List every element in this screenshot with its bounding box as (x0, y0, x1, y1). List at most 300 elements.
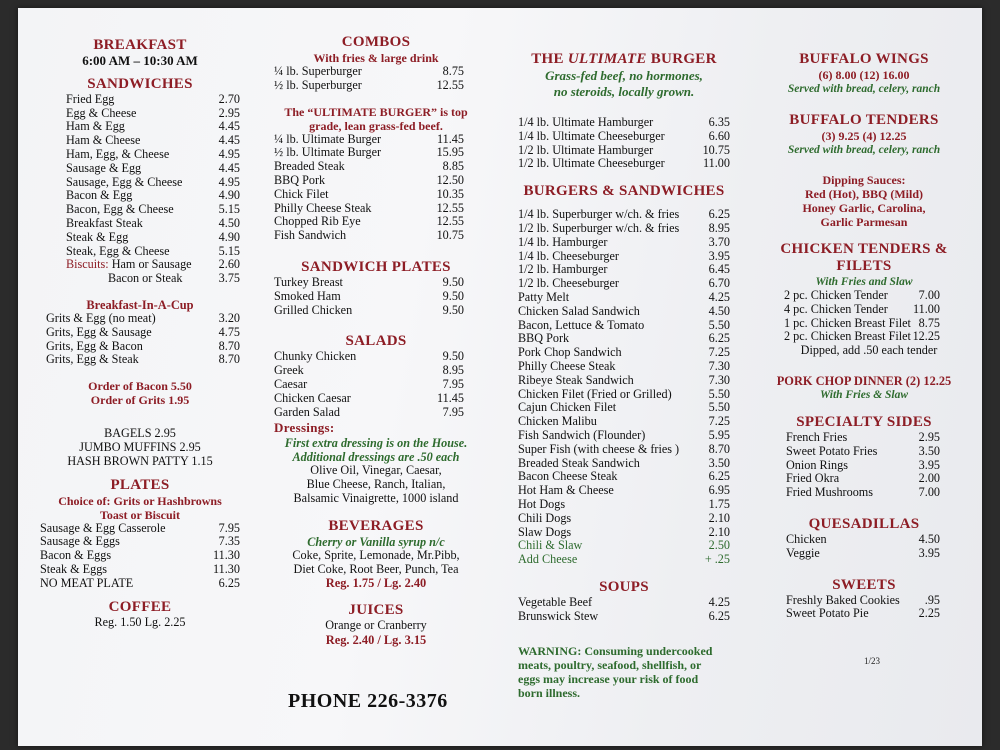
menu-item (518, 457, 730, 471)
sides-heading: SPECIALTY SIDES (796, 413, 932, 430)
breakfast-cup-heading: Breakfast-In-A-Cup (86, 297, 194, 312)
menu-item (274, 174, 464, 188)
menu-item-price: 4.45 (218, 133, 240, 148)
menu-item-price: 11.00 (913, 301, 940, 316)
menu-item-price: 7.00 (918, 288, 940, 302)
menu-item-price: 8.70 (218, 352, 240, 367)
menu-item-price: 8.70 (218, 338, 240, 353)
menu-item-price: 7.95 (442, 404, 464, 419)
plates-note: Choice of: Grits or Hashbrowns (58, 493, 222, 508)
combos-subtitle: With fries & large drink (313, 51, 439, 65)
dressings-list: Blue Cheese, Ranch, Italian, (306, 477, 446, 492)
juices-price: Reg. 2.40 / Lg. 3.15 (325, 633, 427, 648)
menu-item (274, 392, 464, 406)
menu-item (786, 445, 940, 459)
menu-item-price: 4.45 (218, 160, 240, 175)
dressings-heading: Dressings: (274, 420, 335, 436)
menu-item-name: Ribeye Steak Sandwich (518, 372, 634, 387)
menu-item (786, 533, 940, 547)
menu-item-price: 4.95 (218, 146, 240, 161)
menu-item-name: 2 pc. Chicken Tender (784, 288, 888, 302)
menu-item (518, 415, 730, 429)
menu-item (518, 346, 730, 360)
menu-item-name: 4 pc. Chicken Tender (784, 301, 888, 316)
menu-item-name: Fish Sandwich (274, 228, 347, 243)
menu-item (66, 93, 240, 107)
bagels-line: BAGELS 2.95 (104, 426, 176, 441)
column-burgers (518, 51, 730, 700)
menu-item-name: Sausage & Egg Casserole (40, 520, 166, 535)
menu-item (46, 326, 240, 340)
biscuit-price: 2.60 (218, 257, 240, 272)
food-warning: WARNING: Consuming undercooked meats, poultry, seafood, shellfish, or eggs may increase your risk of food born illness. (518, 643, 713, 700)
menu-item-price: 2.10 (708, 510, 730, 525)
menu-item-price: 4.50 (218, 215, 240, 230)
combos-heading: COMBOS (341, 34, 411, 50)
menu-item (274, 406, 464, 420)
menu-item (66, 176, 240, 190)
sweets-list (764, 594, 964, 622)
menu-item-name: Fried Mushrooms (786, 485, 874, 500)
breakfast-hours: 6:00 AM – 10:30 AM (82, 53, 198, 68)
quesadillas-list (764, 533, 964, 561)
hashbrown-line: HASH BROWN PATTY 1.15 (67, 453, 213, 468)
menu-item-name: 1/4 lb. Superburger w/ch. & fries (518, 207, 680, 222)
menu-item-name: Chili Dogs (518, 510, 572, 525)
menu-item (66, 189, 240, 203)
menu-item (274, 79, 464, 93)
menu-item-price: 7.35 (218, 534, 240, 549)
menu-item-name: Chick Filet (274, 186, 329, 201)
menu-item-name: Bacon & Eggs (40, 548, 112, 563)
menu-item (518, 498, 730, 512)
wings-prices: (6) 8.00 (12) 16.00 (818, 68, 910, 82)
menu-item-name: Garden Salad (274, 404, 340, 419)
dressings-list: Balsamic Vinaigrette, 1000 island (293, 490, 459, 505)
menu-item-name: Chicken Filet (Fried or Grilled) (518, 386, 672, 401)
menu-item (518, 263, 730, 277)
ultimate-note: grade, lean grass-fed beef. (309, 118, 443, 133)
coffee-prices: Reg. 1.50 Lg. 2.25 (94, 614, 186, 629)
menu-item-price: 8.70 (708, 441, 730, 456)
menu-item-name: Steak, Egg & Cheese (66, 243, 170, 258)
menu-item-price: 5.50 (708, 386, 730, 401)
beverages-price: Reg. 1.75 / Lg. 2.40 (325, 576, 427, 591)
biscuit-row (66, 272, 240, 286)
combos-list-2 (274, 133, 478, 243)
menu-item-price: 8.95 (442, 363, 464, 378)
menu-item (518, 222, 730, 236)
porkchop-note: With Fries & Slaw (819, 388, 909, 401)
wings-heading: BUFFALO WINGS (799, 51, 929, 67)
menu-item-name: BBQ Pork (274, 172, 326, 187)
menu-item (518, 484, 730, 498)
menu-item-name: Fried Okra (786, 471, 840, 486)
menu-item (40, 549, 240, 563)
menu-item (66, 134, 240, 148)
sauces-heading: Dipping Sauces: (822, 173, 906, 187)
chicken-list (764, 289, 964, 344)
porkchop-heading: PORK CHOP DINNER (2) 12.25 (776, 373, 952, 388)
menu-item-price: 6.25 (218, 575, 240, 590)
menu-item-price: 6.95 (708, 483, 730, 498)
menu-item-name: 1/4 lb. Ultimate Hamburger (518, 115, 654, 129)
menu-item (46, 353, 240, 367)
menu-item-price: 7.00 (918, 485, 940, 500)
menu-item (518, 470, 730, 484)
menu-item-price: .95 (924, 592, 940, 607)
menu-item-name: 1 pc. Chicken Breast Filet (784, 315, 911, 330)
menu-item (274, 304, 464, 318)
menu-item (66, 245, 240, 259)
menu-item-name: Egg & Cheese (66, 105, 137, 120)
menu-item-price: 6.45 (708, 262, 730, 277)
menu-item-name: Breakfast Steak (66, 215, 143, 230)
menu-item-name: Chicken Salad Sandwich (518, 303, 640, 318)
menu-item-name: Onion Rings (786, 457, 848, 472)
menu-item-price: 7.95 (218, 520, 240, 535)
menu-item-name: Turkey Breast (274, 274, 343, 289)
breakfast-sandwich-list (66, 93, 240, 259)
combos-list (274, 65, 478, 93)
menu-item-name: Sausage, Egg & Cheese (66, 174, 183, 189)
menu-item (40, 535, 240, 549)
menu-item (786, 594, 940, 608)
menu-item-price: 3.50 (918, 443, 940, 458)
menu-item-price: 2.95 (218, 105, 240, 120)
menu-item (274, 146, 464, 160)
menu-item (40, 563, 240, 577)
menu-item-name: Chopped Rib Eye (274, 214, 361, 229)
menu-item (518, 443, 730, 457)
soups-list (518, 596, 730, 624)
menu-item (274, 364, 464, 378)
menu-item-name: 1/2 lb. Ultimate Cheeseburger (518, 156, 665, 171)
biscuits-label: Biscuits: (66, 257, 109, 272)
menu-item (274, 350, 464, 364)
menu-item-price: 4.75 (218, 324, 240, 339)
quesadillas-heading: QUESADILLAS (808, 515, 920, 532)
menu-item-price: 12.50 (436, 172, 464, 187)
menu-item-name: Vegetable Beef (518, 594, 593, 609)
menu-item (784, 303, 940, 317)
wings-note: Served with bread, celery, ranch (787, 83, 941, 95)
menu-item (518, 157, 730, 171)
menu-item-price: 10.75 (702, 142, 730, 157)
menu-item-name: BBQ Pork (518, 331, 570, 346)
menu-item-name: 1/4 lb. Ultimate Cheeseburger (518, 128, 665, 143)
menu-item (518, 116, 730, 130)
sauces-list: Garlic Parmesan (820, 215, 908, 229)
menu-item-name: ½ lb. Ultimate Burger (274, 145, 382, 160)
menu-item (274, 202, 464, 216)
menu-item-name: Freshly Baked Cookies (786, 592, 900, 607)
menu-item-price: 7.25 (708, 414, 730, 429)
menu-item-price: 4.90 (218, 229, 240, 244)
menu-item-name: Sweet Potato Pie (786, 606, 869, 621)
beverages-heading: BEVERAGES (328, 517, 424, 534)
muffins-line: JUMBO MUFFINS 2.95 (79, 439, 201, 454)
sauces-list: Honey Garlic, Carolina, (802, 201, 926, 215)
menu-item-name: 1/2 lb. Superburger w/ch. & fries (518, 220, 680, 235)
menu-item-price: 2.25 (918, 606, 940, 621)
sides-list (764, 431, 964, 500)
menu-item-name: Ham & Cheese (66, 133, 141, 148)
menu-item-price: 2.95 (918, 429, 940, 444)
menu-item-price: 2.10 (708, 524, 730, 539)
menu-item-name: Slaw Dogs (518, 524, 572, 539)
coffee-heading: COFFEE (108, 598, 172, 615)
menu-item (518, 305, 730, 319)
menu-item-price: 7.30 (708, 372, 730, 387)
menu-paper (18, 8, 982, 746)
dressings-note: First extra dressing is on the House. (284, 436, 468, 451)
menu-item-price: 2.00 (918, 471, 940, 486)
phone-number: PHONE 226-3376 (288, 690, 448, 712)
menu-item-name: Brunswick Stew (518, 608, 599, 623)
menu-item (786, 459, 940, 473)
menu-item-name: Philly Cheese Steak (274, 200, 372, 215)
menu-item-price: 12.25 (912, 329, 940, 344)
juices-list: Orange or Cranberry (325, 618, 427, 633)
menu-item-name: Bacon & Egg (66, 188, 133, 203)
breakfast-cup-list (40, 312, 240, 367)
menu-item-name: Sausage & Eggs (40, 534, 120, 549)
menu-item-name: Grits, Egg & Sausage (46, 324, 152, 339)
menu-item-name: 2 pc. Chicken Breast Filet (784, 329, 911, 344)
menu-item-price: 3.20 (218, 310, 240, 325)
menu-item-name: Breaded Steak (274, 159, 345, 174)
menu-item-price: 15.95 (436, 145, 464, 160)
menu-item-price: 5.15 (218, 202, 240, 217)
column-wings (764, 51, 964, 621)
menu-item-name: Steak & Egg (66, 229, 129, 244)
menu-item (66, 231, 240, 245)
menu-item-price: 9.50 (442, 349, 464, 364)
menu-item (66, 148, 240, 162)
menu-item-name: Fried Egg (66, 91, 115, 106)
ultimate-note: The “ULTIMATE BURGER” is top (284, 104, 468, 119)
tenders-heading: BUFFALO TENDERS (789, 112, 939, 128)
menu-item-name: Greek (274, 363, 304, 378)
menu-item (518, 277, 730, 291)
menu-item-name: Chicken Malibu (518, 414, 597, 429)
menu-item (518, 319, 730, 333)
sandwich-plates-heading: SANDWICH PLATES (301, 258, 451, 275)
menu-item (518, 526, 730, 540)
menu-item-name: 1/2 lb. Cheeseburger (518, 276, 619, 291)
menu-item-price: 12.55 (436, 214, 464, 229)
menu-item-price: 6.70 (708, 276, 730, 291)
menu-item-price: 11.30 (213, 561, 240, 576)
biscuit-price: 3.75 (218, 271, 240, 286)
beverages-note: Cherry or Vanilla syrup n/c (307, 534, 445, 549)
menu-item-price: 3.70 (708, 234, 730, 249)
menu-item-price: 12.55 (436, 200, 464, 215)
menu-item (274, 229, 464, 243)
menu-item (786, 486, 940, 500)
order-grits: Order of Grits 1.95 (90, 393, 190, 408)
menu-item-name: Chicken Caesar (274, 390, 351, 405)
menu-item-name: Grits, Egg & Bacon (46, 338, 143, 353)
menu-item (518, 388, 730, 402)
menu-item-price: 6.25 (708, 331, 730, 346)
dressings-list: Olive Oil, Vinegar, Caesar, (310, 463, 442, 478)
menu-item-name: ¼ lb. Superburger (274, 64, 362, 78)
salads-heading: SALADS (345, 333, 407, 350)
menu-item (274, 188, 464, 202)
chicken-heading: CHICKEN TENDERS & (780, 241, 948, 257)
menu-item-price: 6.25 (708, 207, 730, 222)
menu-item-price: 11.45 (437, 131, 464, 146)
plates-note: Toast or Biscuit (99, 507, 180, 522)
sauces-list: Red (Hot), BBQ (Mild) (805, 187, 923, 201)
menu-item (518, 236, 730, 250)
menu-item (786, 607, 940, 621)
menu-item-price: 7.25 (708, 345, 730, 360)
menu-item-name: ½ lb. Superburger (274, 77, 362, 92)
menu-item-name: Veggie (786, 545, 820, 560)
column-combos (274, 34, 478, 647)
menu-item (40, 522, 240, 536)
menu-item-name: Ham & Egg (66, 119, 125, 134)
menu-item-price: 6.25 (708, 608, 730, 623)
menu-item-name: ¼ lb. Ultimate Burger (274, 131, 382, 146)
menu-item (46, 312, 240, 326)
menu-item (786, 547, 940, 561)
date-code: 1/23 (864, 656, 881, 666)
menu-item-price: 7.30 (708, 358, 730, 373)
menu-item-price: 9.50 (442, 288, 464, 303)
burgers-list (518, 208, 730, 539)
menu-item (66, 107, 240, 121)
ultimate-tagline: Grass-fed beef, no hormones, (545, 68, 703, 83)
menu-item (518, 360, 730, 374)
menu-item-name: Hot Dogs (518, 496, 566, 511)
dressings-note: Additional dressings are .50 each (292, 450, 460, 465)
menu-item-price: 12.55 (436, 77, 464, 92)
menu-item-name: 1/4 lb. Hamburger (518, 234, 608, 249)
menu-item (66, 120, 240, 134)
menu-item-price: 4.50 (918, 531, 940, 546)
menu-item-name: Bacon, Lettuce & Tomato (518, 317, 645, 332)
dipped-note: Dipped, add .50 each tender (800, 343, 938, 358)
menu-item (784, 289, 940, 303)
menu-item-name: Grilled Chicken (274, 302, 353, 317)
menu-item-name: Chunky Chicken (274, 349, 357, 364)
menu-item-price: 10.75 (436, 228, 464, 243)
menu-item-name: Philly Cheese Steak (518, 358, 616, 373)
breakfast-heading: BREAKFAST (93, 37, 187, 53)
ultimate-burger-heading: THE ULTIMATE BURGER (531, 51, 717, 67)
menu-item-price: 5.50 (708, 400, 730, 415)
menu-item-price: 11.30 (213, 548, 240, 563)
tenders-note: Served with bread, celery, ranch (787, 144, 941, 156)
menu-item-name: Pork Chop Sandwich (518, 345, 622, 360)
menu-item-price: 4.90 (218, 188, 240, 203)
biscuit-item: Ham or Sausage (111, 257, 192, 272)
menu-item-name: NO MEAT PLATE (40, 575, 134, 590)
menu-item-price: 3.95 (918, 545, 940, 560)
sweets-heading: SWEETS (832, 576, 896, 593)
menu-item-price: 8.85 (442, 159, 464, 174)
menu-item (46, 340, 240, 354)
chicken-note: With Fries and Slaw (815, 276, 913, 288)
menu-item (786, 431, 940, 445)
biscuit-item: Bacon or Steak (108, 271, 183, 286)
menu-item-price: 3.50 (708, 455, 730, 470)
menu-item-name: Super Fish (with cheese & fries ) (518, 441, 680, 456)
menu-item-price: 1.75 (708, 496, 730, 511)
beverages-list: Diet Coke, Root Beer, Punch, Tea (293, 561, 459, 576)
sandwiches-heading: SANDWICHES (87, 75, 193, 92)
menu-item (274, 276, 464, 290)
menu-item (274, 215, 464, 229)
menu-item (518, 250, 730, 264)
ultimate-list (518, 116, 730, 171)
menu-item (518, 291, 730, 305)
menu-item-name: 1/4 lb. Cheeseburger (518, 248, 619, 263)
menu-item (518, 208, 730, 222)
menu-item (274, 133, 464, 147)
menu-item-price: 8.75 (918, 315, 940, 330)
menu-item-price: 6.35 (708, 115, 730, 129)
menu-item-name: Caesar (274, 376, 308, 391)
menu-item: Add Cheese + .25 (518, 552, 730, 567)
menu-item (518, 374, 730, 388)
menu-item-price: 3.95 (708, 248, 730, 263)
menu-item-price: 6.60 (708, 128, 730, 143)
menu-item (66, 217, 240, 231)
menu-item (518, 144, 730, 158)
menu-item-name: Chicken (786, 531, 827, 546)
menu-item (40, 577, 240, 591)
menu-item (518, 332, 730, 346)
menu-item-name: Fish Sandwich (Flounder) (518, 427, 646, 442)
plates-list (40, 522, 240, 591)
tenders-prices: (3) 9.25 (4) 12.25 (821, 129, 907, 143)
menu-item (518, 596, 730, 610)
menu-item-price: 5.95 (708, 427, 730, 442)
menu-item (66, 162, 240, 176)
menu-item-price: 3.95 (918, 457, 940, 472)
menu-item-price: 4.45 (218, 119, 240, 134)
menu-item (274, 65, 464, 79)
column-breakfast (40, 37, 240, 629)
menu-item (518, 512, 730, 526)
menu-item-name: Cajun Chicken Filet (518, 400, 617, 415)
menu-item-name: Steak & Eggs (40, 561, 108, 576)
menu-item-price: 9.50 (442, 274, 464, 289)
menu-item (274, 378, 464, 392)
plates-heading: PLATES (110, 476, 170, 493)
burgers-heading: BURGERS & SANDWICHES (523, 183, 725, 200)
menu-item (518, 401, 730, 415)
menu-item-price: 8.75 (442, 64, 464, 78)
menu-item-price: 5.15 (218, 243, 240, 258)
menu-item-name: Patty Melt (518, 289, 570, 304)
menu-item-name: 1/2 lb. Hamburger (518, 262, 608, 277)
menu-item-name: Grits, Egg & Steak (46, 352, 139, 367)
menu-item-name: Smoked Ham (274, 288, 341, 303)
menu-item-price: 4.25 (708, 289, 730, 304)
menu-item-price: 10.35 (436, 186, 464, 201)
salads-list (274, 350, 478, 419)
menu-item (784, 330, 940, 344)
menu-item-name: Bacon, Egg & Cheese (66, 202, 174, 217)
menu-item (518, 429, 730, 443)
menu-item-name: French Fries (786, 429, 848, 444)
